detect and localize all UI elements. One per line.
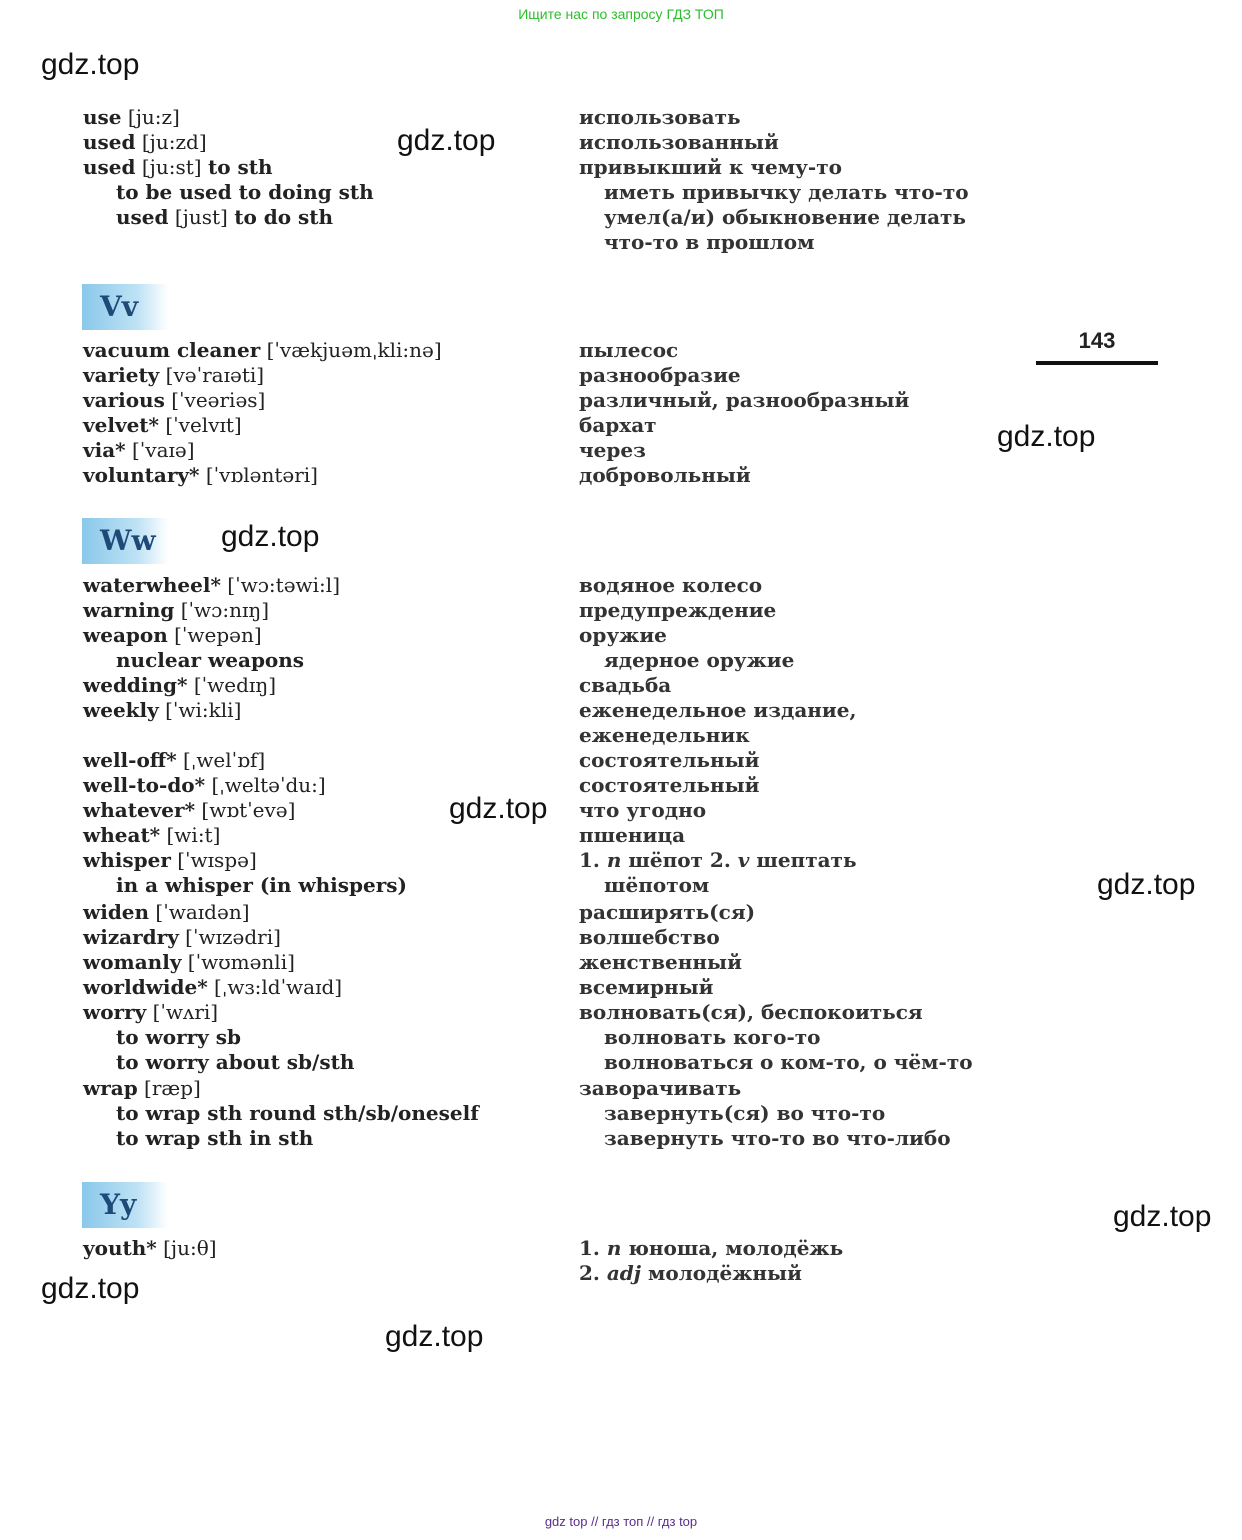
entry-translation: 1. n шёпот 2. v шептать: [579, 848, 857, 872]
watermark: gdz.top: [41, 1272, 140, 1305]
entry-translation: волновать(ся), беспокоиться: [579, 1000, 923, 1024]
entry-headword: youth* [ju:θ]: [83, 1236, 217, 1260]
entry-translation: женственный: [579, 950, 742, 974]
entry-translation: 1. n юноша, молодёжь: [579, 1236, 844, 1260]
entry-headword: via* [ˈvaɪə]: [83, 438, 195, 462]
entry-translation: предупреждение: [579, 598, 777, 622]
entry-headword: widen [ˈwaɪdən]: [83, 900, 250, 924]
entry-translation: различный, разнообразный: [579, 388, 910, 412]
entry-translation: завернуть что-то во что-либо: [604, 1126, 951, 1150]
entry-headword: used [ju:st] to sth: [83, 155, 273, 179]
entry-translation: бархат: [579, 413, 657, 437]
entry-phrase: to wrap sth round sth/sb/oneself: [116, 1101, 479, 1125]
entry-translation: привыкший к чему-то: [579, 155, 842, 179]
entry-headword: wizardry [ˈwɪzədri]: [83, 925, 281, 949]
entry-headword: whisper [ˈwɪspə]: [83, 848, 257, 872]
watermark: gdz.top: [385, 1320, 484, 1353]
watermark: gdz.top: [1097, 868, 1196, 901]
entry-translation: что угодно: [579, 798, 707, 822]
watermark: gdz.top: [449, 792, 548, 825]
entry-phrase: to wrap sth in sth: [116, 1126, 314, 1150]
entry-headword: velvet* [ˈvelvɪt]: [83, 413, 242, 437]
entry-phrase: to be used to doing sth: [116, 180, 374, 204]
watermark: gdz.top: [221, 520, 320, 553]
entry-translation: 2. adj молодёжный: [579, 1261, 802, 1285]
entry-translation: расширять(ся): [579, 900, 756, 924]
section-letter-y: Yy: [82, 1182, 168, 1228]
page-number: 143: [1078, 328, 1116, 353]
entry-translation: волновать кого-то: [604, 1025, 821, 1049]
section-letter-v: Vv: [82, 284, 168, 330]
watermark: gdz.top: [1113, 1200, 1212, 1233]
entry-translation: пылесос: [579, 338, 679, 362]
entry-translation: свадьба: [579, 673, 672, 697]
section-letter-w: Ww: [82, 518, 168, 564]
entry-headword: voluntary* [ˈvɒləntəri]: [83, 463, 318, 487]
entry-headword: various [ˈveəriəs]: [83, 388, 266, 412]
entry-headword: used [ju:zd]: [83, 130, 207, 154]
entry-headword: worldwide* [ˌwɜ:ldˈwaɪd]: [83, 975, 343, 999]
entry-phrase: to worry about sb/sth: [116, 1050, 355, 1074]
entry-phrase: in a whisper (in whispers): [116, 873, 407, 897]
footer-links[interactable]: gdz top // гдз топ // гдз top: [544, 1514, 698, 1529]
entry-translation: через: [579, 438, 646, 462]
top-banner: Ищите нас по запросу ГДЗ ТОП: [518, 6, 724, 22]
entry-phrase: to worry sb: [116, 1025, 241, 1049]
entry-translation: разнообразие: [579, 363, 741, 387]
entry-translation: использованный: [579, 130, 779, 154]
entry-translation: состоятельный: [579, 773, 760, 797]
entry-translation: иметь привычку делать что-то: [604, 180, 969, 204]
entry-headword: well-off* [ˌwelˈɒf]: [83, 748, 266, 772]
entry-translation: волноваться о ком-то, о чём-то: [604, 1050, 973, 1074]
entry-headword: waterwheel* [ˈwɔ:təwi:l]: [83, 573, 340, 597]
entry-headword: worry [ˈwʌri]: [83, 1000, 219, 1024]
entry-translation: завернуть(ся) во что-то: [604, 1101, 886, 1125]
entry-headword: vacuum cleaner [ˈvækjuəmˌkli:nə]: [83, 338, 442, 362]
entry-headword: use [ju:z]: [83, 105, 180, 129]
entry-headword: whatever* [wɒtˈevə]: [83, 798, 296, 822]
entry-headword: wheat* [wi:t]: [83, 823, 221, 847]
entry-translation: ядерное оружие: [604, 648, 795, 672]
entry-headword: wedding* [ˈwedɪŋ]: [83, 673, 276, 697]
entry-translation: шёпотом: [604, 873, 710, 897]
entry-headword: variety [vəˈraɪəti]: [83, 363, 265, 387]
entry-headword: womanly [ˈwʊmənli]: [83, 950, 295, 974]
entry-translation: оружие: [579, 623, 667, 647]
entry-translation: водяное колесо: [579, 573, 763, 597]
entry-phrase: nuclear weapons: [116, 648, 305, 672]
entry-translation: еженедельник: [579, 723, 750, 747]
entry-translation: волшебство: [579, 925, 720, 949]
entry-translation: еженедельное издание,: [579, 698, 857, 722]
entry-headword: well-to-do* [ˌweltəˈdu:]: [83, 773, 326, 797]
entry-translation: всемирный: [579, 975, 714, 999]
watermark: gdz.top: [997, 420, 1096, 453]
entry-headword: weapon [ˈwepən]: [83, 623, 262, 647]
entry-translation: пшеница: [579, 823, 686, 847]
entry-translation: использовать: [579, 105, 741, 129]
watermark: gdz.top: [397, 124, 496, 157]
watermark: gdz.top: [41, 48, 140, 81]
page-number-rule: [1036, 361, 1158, 365]
entry-headword: warning [ˈwɔ:nɪŋ]: [83, 598, 270, 622]
entry-translation: добровольный: [579, 463, 751, 487]
entry-translation: умел(а/и) обыкновение делать: [604, 205, 967, 229]
entry-headword: wrap [ræp]: [83, 1076, 201, 1100]
entry-translation: что-то в прошлом: [604, 230, 815, 254]
entry-headword: weekly [ˈwi:kli]: [83, 698, 242, 722]
entry-phrase: used [just] to do sth: [116, 205, 334, 229]
entry-translation: заворачивать: [579, 1076, 742, 1100]
entry-translation: состоятельный: [579, 748, 760, 772]
